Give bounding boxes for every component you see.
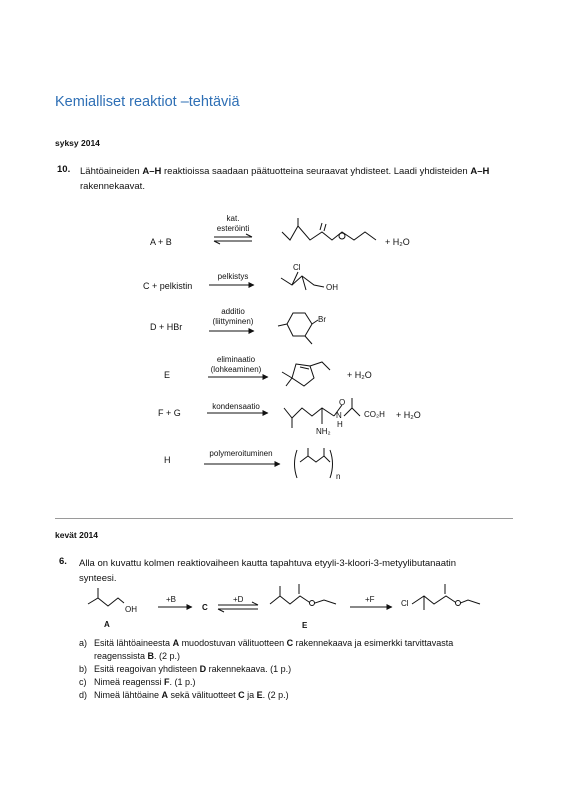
scheme-reagent-d: +D [233,595,244,604]
scheme-label-a: A [104,620,110,629]
reaction-4-ethyl [310,362,330,370]
reaction-5-oxygen: O [339,398,346,407]
subquestion-a-continued: reagenssista B. (2 p.) [94,651,181,661]
reaction-6-polymer-chain [300,456,330,462]
reaction-4-reactants: E [164,370,171,380]
reaction-2-conditions: pelkistys [217,272,249,281]
scheme-product [412,596,480,604]
reaction-5-carboxyl: CO₂H [364,410,385,419]
reaction-2-reactants: C + pelkistin [143,281,193,291]
section-heading-autumn-2014: syksy 2014 [55,138,100,148]
section-heading-spring-2014: kevät 2014 [55,530,99,540]
reaction-5-conditions: kondensaatio [212,402,260,411]
reaction-2-hydroxyl: OH [326,283,338,292]
reaction-5-reactants: F + G [158,408,181,418]
reaction-6-repeat-n: n [336,472,341,481]
reaction-5-carbonyl [334,405,342,416]
subquestion-b: b) Esitä reagoivan yhdisteen D rakennekaava. (1 p.) [79,664,292,674]
scheme-hydroxyl: OH [125,605,137,614]
reaction-2-cl-bond [292,272,298,285]
reaction-3-conditions: additio (liittyminen) [212,307,254,326]
scheme-product-oxygen [456,601,461,606]
reaction-1-carbonyl-2 [324,224,326,231]
reaction-6-bracket-right [330,450,333,478]
subquestion-c: c) Nimeä reagenssi F. (1 p.) [79,677,196,687]
reaction-1-ester-oxygen [339,233,345,239]
reaction-5-hydrogen: H [337,420,343,429]
question-number-10: 10. [57,164,71,175]
reaction-5-alanine [344,408,360,416]
reaction-3-bromine: Br [318,315,326,324]
scheme-label-c: C [202,603,208,612]
reaction-4-water: + H₂O [347,370,372,380]
scheme-compound-e-oxygen [310,601,315,606]
subquestion-a: a) Esitä lähtöaineesta A muodostuvan välituotteen C rakennekaava ja esimerkki tarvittavasta [79,638,454,648]
reaction-3-reactants: D + HBr [150,322,183,332]
reaction-5-nitrogen: N [336,411,342,420]
reaction-5-water: + H₂O [396,410,421,420]
subquestion-d: d) Nimeä lähtöaine A sekä välituotteet C ja E. (2 p.) [79,690,289,700]
reaction-5-skeleton [284,408,334,418]
reaction-1-reactants: A + B [150,237,172,247]
reaction-3-methyl-1 [278,324,287,326]
scheme-reagent-f: +F [365,595,375,604]
reaction-6-bracket-left [295,450,298,478]
scheme-label-e: E [302,621,308,630]
scheme-chlorine: Cl [401,599,409,608]
reaction-1-ester-skeleton [282,226,376,240]
scheme-compound-e [270,596,336,604]
reaction-1-conditions: kat. esteröinti [216,214,250,233]
reaction-4-conditions: eliminaatio (lohkeaminen) [210,355,262,374]
reaction-1-carbonyl-1 [320,223,322,230]
reaction-1-water: + H₂O [385,237,410,247]
question-6-text: Alla on kuvattu kolmen reaktiovaiheen kautta tapahtuva etyyli-3-kloori-3-metyylibutanaatin synteesi. [79,558,457,584]
reaction-6-reactants: H [164,455,171,465]
reaction-3-br-bond [312,320,318,324]
question-number-6: 6. [59,556,67,567]
question-10-text: Lähtöaineiden A–H reaktioissa saadaan päätuotteina seuraavat yhdisteet. Laadi yhdisteiden A–H rakennekaavat. [80,166,490,192]
reaction-4-double-bond [300,367,309,369]
reaction-4-methyl-1 [282,372,292,378]
scheme-reagent-b: +B [166,595,177,604]
reaction-3-ring [287,313,312,336]
reaction-6-conditions: polymeroituminen [209,449,273,458]
reaction-5-amino: NH₂ [316,427,331,436]
page-title: Kemialliset reaktiot –tehtäviä [55,94,240,110]
reaction-3-methyl-2 [305,336,312,344]
reaction-4-methyl-2 [286,378,292,386]
scheme-compound-a [88,598,124,606]
reaction-2-chlorine: Cl [293,263,301,272]
